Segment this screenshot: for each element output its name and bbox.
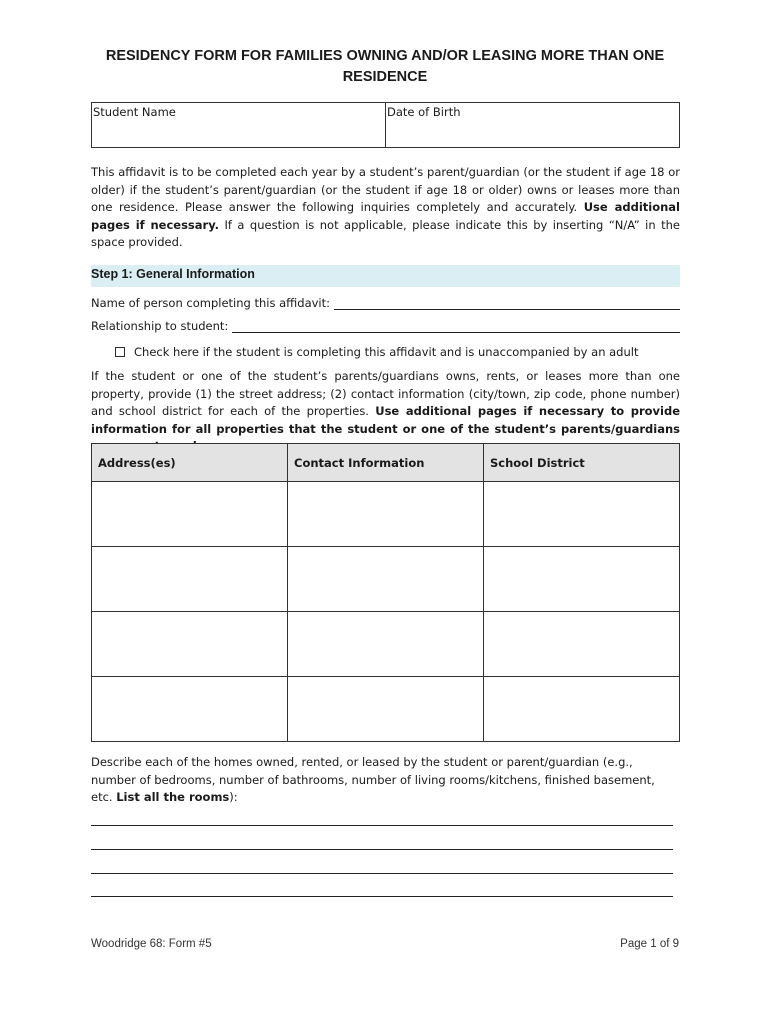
district-cell[interactable]: [484, 677, 680, 742]
intro-paragraph: [91, 164, 680, 252]
contact-cell[interactable]: [288, 677, 484, 742]
footer-page-number: Page 1 of 9: [620, 938, 679, 950]
properties-table: [91, 443, 680, 742]
describe-text: Describe each of the homes owned, rented, or leased by the student or parent/guardian (e.g., number of bedrooms, number of bathrooms, number of living rooms/kitchens, finished basement, etc.: [91, 755, 655, 804]
intro-text-after: If a question is not applicable, please indicate this by inserting “N/A” in the space provided.: [91, 217, 680, 249]
describe-homes-paragraph: [91, 754, 680, 807]
describe-bold: List all the rooms: [116, 790, 230, 804]
date-of-birth-label: Date of Birth: [387, 105, 461, 119]
district-cell[interactable]: [484, 482, 680, 547]
step1-header: Step 1: General Information: [91, 265, 680, 287]
header-addresses: Address(es): [92, 444, 288, 482]
table-row: [92, 547, 680, 612]
answer-line[interactable]: [91, 849, 673, 850]
affiant-name-label: Name of person completing this affidavit:: [91, 296, 331, 310]
relationship-label: Relationship to student:: [91, 319, 229, 333]
address-cell[interactable]: [92, 547, 288, 612]
unaccompanied-checkbox[interactable]: [115, 347, 125, 357]
describe-end: ):: [229, 790, 238, 804]
unaccompanied-label: Check here if the student is completing this affidavit and is unaccompanied by an adult: [134, 345, 639, 359]
date-of-birth-field[interactable]: [385, 103, 679, 147]
table-row: [92, 612, 680, 677]
table-row: [92, 482, 680, 547]
table-header-row: [92, 444, 680, 482]
address-cell[interactable]: [92, 677, 288, 742]
relationship-input[interactable]: [232, 320, 680, 333]
student-name-field[interactable]: [92, 103, 385, 147]
page-title: RESIDENCY FORM FOR FAMILIES OWNING AND/OR LEASING MORE THAN ONE RESIDENCE: [105, 48, 665, 85]
intro-bold: Use additional pages if necessary.: [91, 200, 680, 232]
answer-line[interactable]: [91, 896, 673, 897]
address-cell[interactable]: [92, 612, 288, 677]
relationship-row: [91, 319, 680, 333]
student-info-table: [91, 102, 680, 148]
district-cell[interactable]: [484, 612, 680, 677]
contact-cell[interactable]: [288, 612, 484, 677]
district-cell[interactable]: [484, 547, 680, 612]
contact-cell[interactable]: [288, 482, 484, 547]
unaccompanied-row: [115, 345, 638, 359]
affiant-name-row: [91, 296, 680, 310]
address-cell[interactable]: [92, 482, 288, 547]
answer-line[interactable]: [91, 825, 673, 826]
affiant-name-input[interactable]: [334, 297, 680, 310]
header-contact-information: Contact Information: [288, 444, 484, 482]
answer-line[interactable]: [91, 873, 673, 874]
contact-cell[interactable]: [288, 547, 484, 612]
footer-form-id: Woodridge 68: Form #5: [91, 938, 212, 950]
student-name-label: Student Name: [93, 105, 176, 119]
intro-text: This affidavit is to be completed each year by a student’s parent/guardian (or the student if age 18 or older) if the student’s parent/guardian (or the student if age 18 or older) owns or leases more than one residence. Please answer the following inquiries completely and accurately.: [91, 165, 680, 214]
header-school-district: School District: [484, 444, 680, 482]
properties-bold: Use additional pages if necessary to provide information for all properties that the student or one of the student’s parents/guardians: [91, 404, 681, 436]
properties-text: If the student or one of the student’s parents/guardians owns, rents, or leases more than one property, provide (1) the street address; (2) contact information (city/town, zip code, phone number) and school district for each of the properties.: [91, 369, 680, 418]
table-row: [92, 677, 680, 742]
